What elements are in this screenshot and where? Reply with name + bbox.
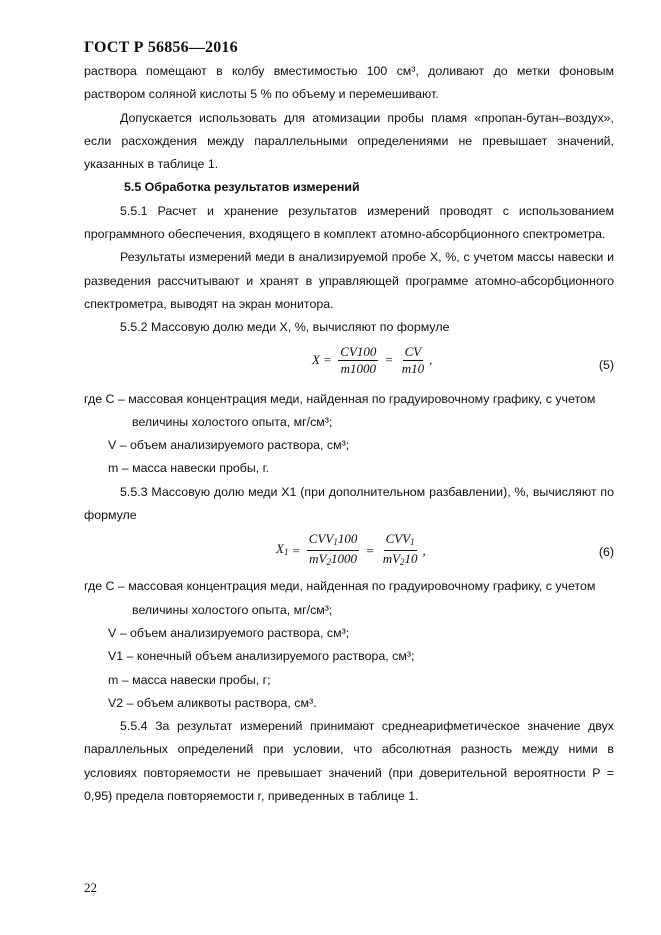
- definition6-c: где C – массовая концентрация меди, найденная по градуировочному графику, с учетом величины холостого опыта, мг/см³;: [84, 579, 596, 617]
- paragraph-results-storage: Результаты измерений меди в анализируемой пробе X, %, с учетом массы навески и разведения рассчитывают и хранят в управляющей программе атомно-абсорбционного спектрометра, выводят на экран монитора.: [84, 250, 614, 311]
- formula-6-fraction-2: [381, 531, 420, 570]
- formula-6-equals: =: [292, 543, 300, 559]
- paragraph-flame-note: Допускается использовать для атомизации пробы пламя «пропан-бутан–воздух», если расхождения между параллельными определениями не превышает значений, указанных в таблице 1.: [84, 110, 614, 172]
- formula-5-f1-numerator: CV100: [340, 343, 377, 359]
- formula-5: [84, 342, 614, 386]
- formula-5-comma: ,: [429, 352, 433, 368]
- formula-6-f1-denominator: $mV_21000$: [309, 551, 357, 568]
- formula-5-f2-denominator: m10: [401, 360, 425, 376]
- formula-6-f2-denominator: $mV_210$: [382, 551, 418, 568]
- formula-6-expression: [276, 531, 426, 570]
- definition-c-text: где C – массовая концентрация меди, найденная по градуировочному графику, с учетом величины холостого опыта, мг/см³;: [84, 391, 596, 429]
- paragraph-5-5-4: 5.5.4 За результат измерений принимают среднеарифметическое значение двух параллельных определений при условии, что абсолютная разность между ними в условиях повторяемости не превышает значений (при доверительной вероятности P = 0,95) предела повторяемости r, приведенных в таблице 1.: [84, 719, 614, 804]
- definition-v: V – объем анализируемого раствора, см³;: [108, 438, 350, 453]
- formula-6-f2-numerator: $CVV_1$: [384, 531, 417, 551]
- paragraph-5-5-1: 5.5.1 Расчет и хранение результатов измерений проводят с использованием программного обеспечения, входящего в комплект атомно-абсорбционного спектрометра.: [84, 203, 614, 242]
- formula-6-f1-numerator: $CVV_1100$: [307, 531, 360, 551]
- document-body: [84, 60, 614, 808]
- definitions-formula-6: [84, 575, 614, 715]
- paragraph-sample-prep: раствора помещают в колбу вместимостью 100 см³, доливают до метки фоновым раствором соляной кислоты 5 % по объему и перемешивают.: [84, 64, 614, 102]
- formula-6: [84, 529, 614, 573]
- formula-5-f1-denominator: m1000: [340, 360, 377, 376]
- formula-5-fraction-2: [400, 344, 426, 377]
- definition-m: m – масса навески пробы, г.: [108, 461, 270, 476]
- definition6-v2: V2 – объем аликвоты раствора, см³.: [108, 695, 317, 710]
- formula-5-equals-2: =: [385, 352, 393, 368]
- formula-6-equals-2: =: [366, 543, 374, 559]
- formula-6-lhs: $X_1$: [276, 541, 289, 558]
- formula-5-number: (5): [598, 357, 614, 372]
- paragraph-5-5-2: 5.5.2 Массовую долю меди X, %, вычисляют по формуле: [120, 320, 450, 335]
- paragraph-5-5-3: 5.5.3 Массовую долю меди X1 (при дополнительном разбавлении), %, вычисляют по формуле: [84, 484, 614, 523]
- definition6-v1: V1 – конечный объем анализируемого раствора, см³;: [108, 649, 415, 664]
- section-heading: 5.5 Обработка результатов измерений: [124, 180, 360, 195]
- formula-6-fraction-1: [307, 531, 360, 570]
- formula-5-lhs: X: [312, 352, 320, 368]
- document-header: ГОСТ Р 56856—2016: [84, 39, 238, 56]
- definition-c: [84, 388, 614, 435]
- formula-6-comma: ,: [422, 543, 426, 559]
- formula-5-fraction-1: [338, 344, 378, 377]
- definition6-v: V – объем анализируемого раствора, см³;: [108, 625, 350, 640]
- definition6-m: m – масса навески пробы, г;: [108, 672, 271, 687]
- formula-5-f2-numerator: CV: [404, 343, 422, 359]
- formula-6-number: (6): [598, 545, 614, 560]
- page-number: 22: [84, 880, 97, 895]
- formula-5-expression: [312, 344, 432, 377]
- formula-5-equals: =: [323, 352, 332, 368]
- definitions-formula-5: [84, 388, 614, 481]
